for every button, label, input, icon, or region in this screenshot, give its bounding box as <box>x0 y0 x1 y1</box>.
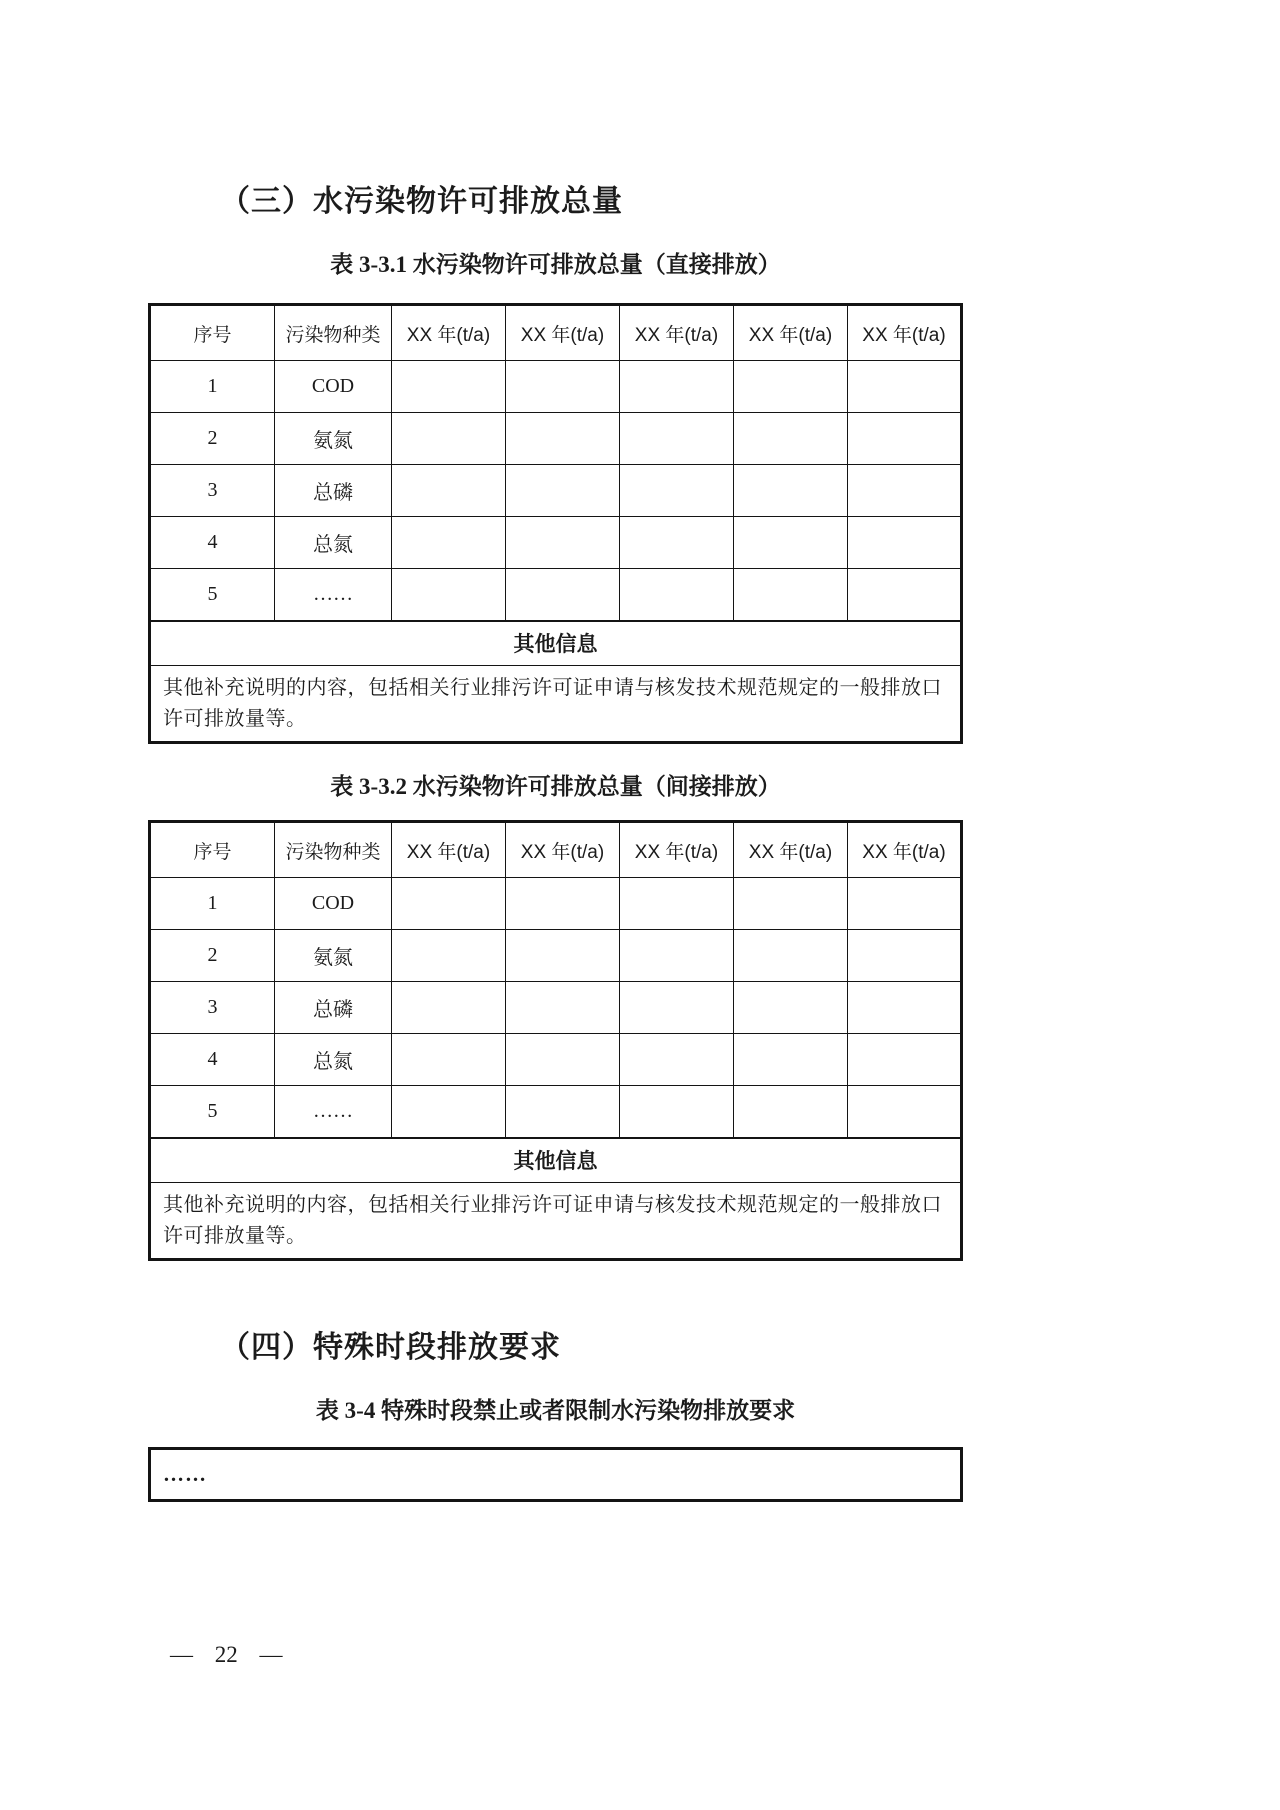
value-cell <box>392 1034 506 1086</box>
value-cell <box>620 1086 734 1138</box>
col-header-year-1: XX 年(t/a) <box>392 822 506 878</box>
value-cell <box>620 361 734 413</box>
value-cell <box>392 930 506 982</box>
value-cell <box>506 465 620 517</box>
ellipsis-text: …… <box>163 1462 207 1486</box>
note-row <box>150 666 962 743</box>
value-cell <box>506 878 620 930</box>
col-header-year-2: XX 年(t/a) <box>506 305 620 361</box>
value-cell <box>734 1086 848 1138</box>
value-cell <box>848 1086 962 1138</box>
row-index-cell: 1 <box>150 878 275 930</box>
page-number: — 22 — <box>170 1642 283 1667</box>
value-cell <box>734 1034 848 1086</box>
row-index-cell: 5 <box>150 1086 275 1138</box>
value-cell <box>848 465 962 517</box>
table-row <box>150 569 962 621</box>
col-header-year-1: XX 年(t/a) <box>392 305 506 361</box>
table-row <box>150 517 962 569</box>
value-cell <box>392 465 506 517</box>
value-cell <box>392 517 506 569</box>
value-cell <box>506 1034 620 1086</box>
pollutant-cell: …… <box>275 1086 392 1138</box>
table-row <box>150 465 962 517</box>
value-cell <box>848 982 962 1034</box>
value-cell <box>506 982 620 1034</box>
value-cell <box>392 982 506 1034</box>
value-cell <box>734 569 848 621</box>
col-header-year-5: XX 年(t/a) <box>848 822 962 878</box>
row-index-cell: 5 <box>150 569 275 621</box>
table-3-3-1-wrap <box>148 303 963 744</box>
pollutant-cell: 总氮 <box>275 1034 392 1086</box>
table-row <box>150 878 962 930</box>
other-info-label: 其他信息 <box>150 1138 962 1183</box>
value-cell <box>506 517 620 569</box>
note-text: 其他补充说明的内容，包括相关行业排污许可证申请与核发技术规范规定的一般排放口许可排放量等。 <box>150 1183 962 1260</box>
table-3-3-1-direct-discharge <box>148 303 963 744</box>
value-cell <box>392 878 506 930</box>
pollutant-cell: COD <box>275 361 392 413</box>
section-heading-special-period: （四）特殊时段排放要求 <box>220 1331 561 1364</box>
table-header-row <box>150 822 962 878</box>
value-cell <box>620 1034 734 1086</box>
value-cell <box>620 930 734 982</box>
table-3-3-2-wrap <box>148 820 963 1261</box>
value-cell <box>620 465 734 517</box>
value-cell <box>734 930 848 982</box>
value-cell <box>620 982 734 1034</box>
col-header-pollutant-type: 污染物种类 <box>275 305 392 361</box>
value-cell <box>734 361 848 413</box>
col-header-year-4: XX 年(t/a) <box>734 305 848 361</box>
pollutant-cell: 总氮 <box>275 517 392 569</box>
pollutant-cell: 总磷 <box>275 982 392 1034</box>
value-cell <box>506 361 620 413</box>
col-header-year-3: XX 年(t/a) <box>620 305 734 361</box>
value-cell <box>734 413 848 465</box>
table-header-row <box>150 305 962 361</box>
col-header-pollutant-type: 污染物种类 <box>275 822 392 878</box>
value-cell <box>734 517 848 569</box>
row-index-cell: 1 <box>150 361 275 413</box>
row-index-cell: 2 <box>150 930 275 982</box>
other-info-row <box>150 621 962 666</box>
value-cell <box>620 517 734 569</box>
table-3-3-2-indirect-discharge <box>148 820 963 1261</box>
value-cell <box>620 413 734 465</box>
value-cell <box>848 930 962 982</box>
table-row <box>150 1086 962 1138</box>
value-cell <box>620 878 734 930</box>
col-header-no: 序号 <box>150 822 275 878</box>
value-cell <box>620 569 734 621</box>
col-header-year-4: XX 年(t/a) <box>734 822 848 878</box>
col-header-year-2: XX 年(t/a) <box>506 822 620 878</box>
row-index-cell: 3 <box>150 982 275 1034</box>
value-cell <box>848 1034 962 1086</box>
row-index-cell: 2 <box>150 413 275 465</box>
other-info-label: 其他信息 <box>150 621 962 666</box>
pollutant-cell: …… <box>275 569 392 621</box>
value-cell <box>506 1086 620 1138</box>
value-cell <box>734 982 848 1034</box>
table-row <box>150 361 962 413</box>
pollutant-cell: 总磷 <box>275 465 392 517</box>
table-3-4-placeholder-box <box>148 1447 963 1502</box>
col-header-year-3: XX 年(t/a) <box>620 822 734 878</box>
value-cell <box>506 569 620 621</box>
pollutant-cell: 氨氮 <box>275 930 392 982</box>
col-header-no: 序号 <box>150 305 275 361</box>
note-row <box>150 1183 962 1260</box>
value-cell <box>734 465 848 517</box>
value-cell <box>392 361 506 413</box>
value-cell <box>848 517 962 569</box>
table-row <box>150 930 962 982</box>
value-cell <box>848 413 962 465</box>
table-3-3-1-title: 表 3-3.1 水污染物许可排放总量（直接排放） <box>330 252 781 277</box>
value-cell <box>392 413 506 465</box>
table-row <box>150 1034 962 1086</box>
table-3-4-title: 表 3-4 特殊时段禁止或者限制水污染物排放要求 <box>315 1398 796 1423</box>
value-cell <box>848 361 962 413</box>
table-row <box>150 413 962 465</box>
row-index-cell: 4 <box>150 1034 275 1086</box>
note-text: 其他补充说明的内容，包括相关行业排污许可证申请与核发技术规范规定的一般排放口许可排放量等。 <box>150 666 962 743</box>
row-index-cell: 4 <box>150 517 275 569</box>
pollutant-cell: COD <box>275 878 392 930</box>
table-row <box>150 982 962 1034</box>
value-cell <box>848 878 962 930</box>
row-index-cell: 3 <box>150 465 275 517</box>
value-cell <box>734 878 848 930</box>
table-3-3-2-title: 表 3-3.2 水污染物许可排放总量（间接排放） <box>330 774 781 799</box>
value-cell <box>848 569 962 621</box>
col-header-year-5: XX 年(t/a) <box>848 305 962 361</box>
value-cell <box>506 413 620 465</box>
section-heading-water-pollutant-total: （三）水污染物许可排放总量 <box>220 185 623 218</box>
pollutant-cell: 氨氮 <box>275 413 392 465</box>
value-cell <box>392 569 506 621</box>
value-cell <box>506 930 620 982</box>
value-cell <box>392 1086 506 1138</box>
other-info-row <box>150 1138 962 1183</box>
